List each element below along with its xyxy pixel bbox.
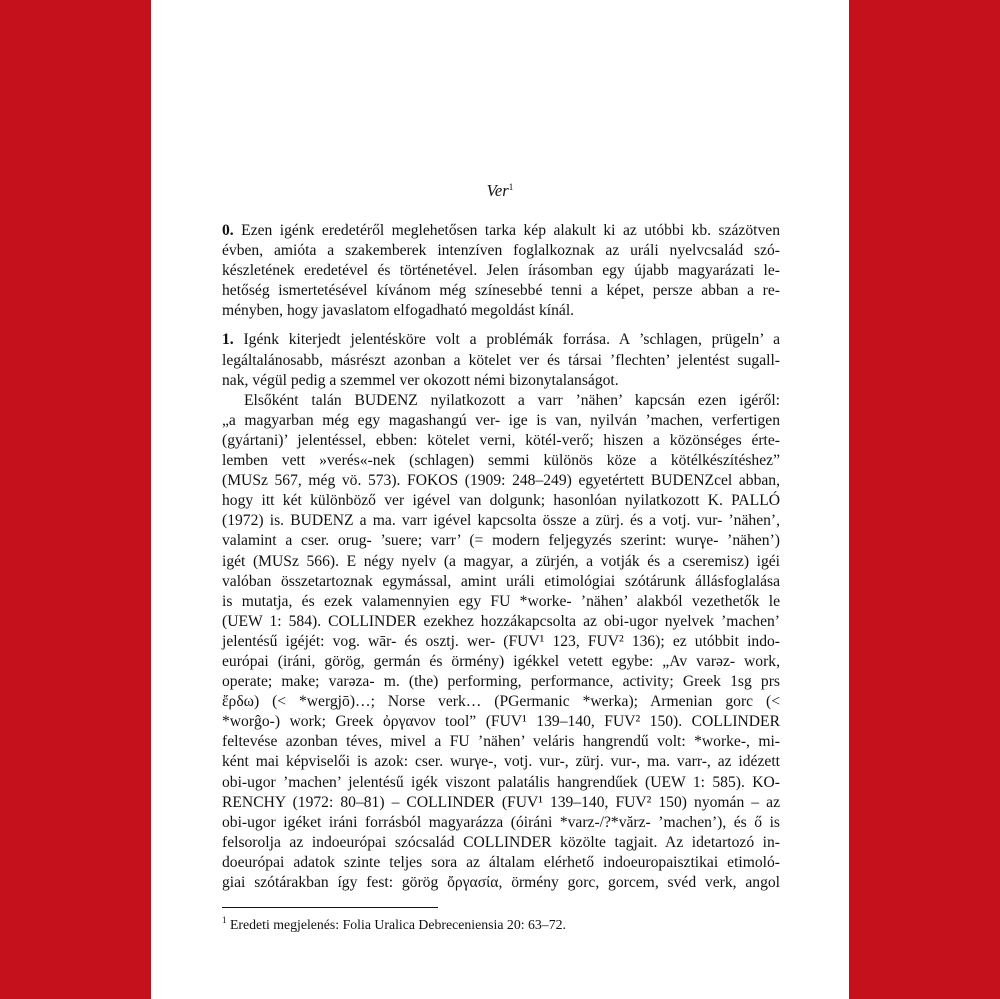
section-number: 1. xyxy=(222,331,234,349)
text-line xyxy=(222,330,780,350)
text-line: ként mai képviselői is azok: cser. wurγe-, votj. vur-, zürj. vur-, ma. varr-, az idézett xyxy=(222,753,780,771)
article-body xyxy=(222,221,780,893)
text-line: jelentésű igéjét: vog. wār- és osztj. wer- (FUV¹ 123, FUV² 136); ez utóbbit indo- xyxy=(222,632,780,650)
text-line xyxy=(222,221,780,241)
text-line: is mutatja, és ezek valamennyien egy FU *worke- ’nähen’ alakból vezethetők le xyxy=(222,592,780,610)
document-page xyxy=(151,0,849,999)
text-line: évben, amióta a szakemberek intenzíven foglalkoznak az uráli nyelvcsalád szó- xyxy=(222,242,780,260)
text-line: hetőség ismertetésével kívánom még színesebbé tenni a képet, persze abban a re- xyxy=(222,282,780,300)
text-line: giai szótárakban így fest: görög ὄργασία, örmény gorc, gorcem, svéd verk, angol xyxy=(222,874,780,891)
text-line: „a magyarban még egy magashangú ver- ige is van, nyilván ’machen, verfertigen xyxy=(222,411,780,429)
text-line: ményben, hogy javaslatom elfogadható megoldást kínál. xyxy=(222,302,575,320)
text-line: *worĝo-) work; Greek ὀργανον tool” (FUV¹ 139–140, FUV² 150). COLLINDER xyxy=(222,713,780,731)
text-line: doeurópai adatok szinte teljes sora az általam elérhető indoeuropaisztikai etimoló- xyxy=(222,853,780,871)
text-line: (1972) is. BUDENZ a ma. varr igével kapcsolta össze a zürj. és a votj. vur- ’nähen’, xyxy=(222,512,780,530)
text-line: obi-ugor ’machen’ jelentésű igék viszont palatális hangrendűek (UEW 1: 585). KO- xyxy=(222,773,780,791)
title-footnote-mark: 1 xyxy=(508,183,514,193)
article-title xyxy=(151,181,849,201)
text-line: operate; make; varəza- m. (the) performing, performance, activity; Greek 1sg prs xyxy=(222,673,780,691)
footnote xyxy=(222,916,780,934)
text-line: valamint a cser. orug- ’suere; varr’ (= modern feljegyzés szerint: wurγe- ’nähen’) xyxy=(222,532,780,550)
text-line: (UEW 1: 584). COLLINDER ezekhez hozzákapcsolta az obi-ugor nyelvek ’machen’ xyxy=(222,612,780,630)
text-line: igét (MUSz 566). E négy nyelv (a magyar, a zürjén, a votják és a cseremisz) igéi xyxy=(222,552,780,570)
text-line: hogy itt két különböző ver igével van dolgunk; hasonlóan nyilatkozott K. PALLÓ xyxy=(222,492,780,510)
footnote-rule xyxy=(222,907,438,908)
text-line: (MUSz 567, még vö. 573). FOKOS (1909: 248–249) egyetértett BUDENZcel abban, xyxy=(222,472,780,490)
text-run: Ezen igénk eredetéről meglehetősen tarka kép alakult ki az utóbbi kb. százötven xyxy=(241,222,780,239)
text-line: lemben vett »verés«-nek (schlagen) semmi különös köze a kötélkészítéshez” xyxy=(222,452,780,470)
text-run: Igénk kiterjedt jelentésköre volt a problémák forrása. A ’schlagen, prügeln’ a xyxy=(243,331,780,349)
text-line: európai (iráni, görög, germán és örmény) igékkel vetett egybe: „Av varəz- work, xyxy=(222,652,780,670)
text-line: obi-ugor igéket iráni forrásból magyarázza (óiráni *varz-/?*vărz- ’machen’), és ő is xyxy=(222,813,780,831)
text-line: felsorolja az indoeurópai szócsalád COLLINDER közölte tagjait. Az idetartozó in- xyxy=(222,833,780,851)
text-line: ἔρδω) (< *wergjō)…; Norse verk… (PGermanic *werka); Armenian gorc (< xyxy=(222,693,780,711)
text-line: (gyártani)’ jelentéssel, ebben: kötelet verni, kötél-verő; hiszen a közönséges érte- xyxy=(222,431,780,449)
text-line: Elsőként talán BUDENZ nyilatkozott a varr ’nähen’ kapcsán ezen igéről: xyxy=(244,391,780,409)
text-line: nak, végül pedig a szemmel ver okozott némi bizonytalanságot. xyxy=(222,371,619,389)
section-number: 0. xyxy=(222,222,234,239)
article-title-text: Ver xyxy=(486,181,509,200)
text-line: RENCHY (1972: 80–81) – COLLINDER (FUV¹ 139–140, FUV² 150) nyomán – az xyxy=(222,793,780,811)
paragraph-gap xyxy=(222,321,780,330)
text-line: legáltalánosabb, másrészt azonban a kötelet ver és társai ’flechten’ jelentést sugall- xyxy=(222,351,780,369)
text-line: feltevése azonban téves, mivel a FU ’nähen’ veláris hangrendű volt: *worke-, mi- xyxy=(222,733,780,751)
footnote-mark: 1 xyxy=(222,915,227,925)
footnote-text: Eredeti megjelenés: Folia Uralica Debreceniensia 20: 63–72. xyxy=(229,917,566,932)
text-line: készletének eredetével és történetével. Jelen írásomban egy újabb magyarázati le- xyxy=(222,262,780,280)
text-line: valóban összetartoznak egymással, amint uráli etimológiai szótárunk állásfoglalása xyxy=(222,572,780,590)
